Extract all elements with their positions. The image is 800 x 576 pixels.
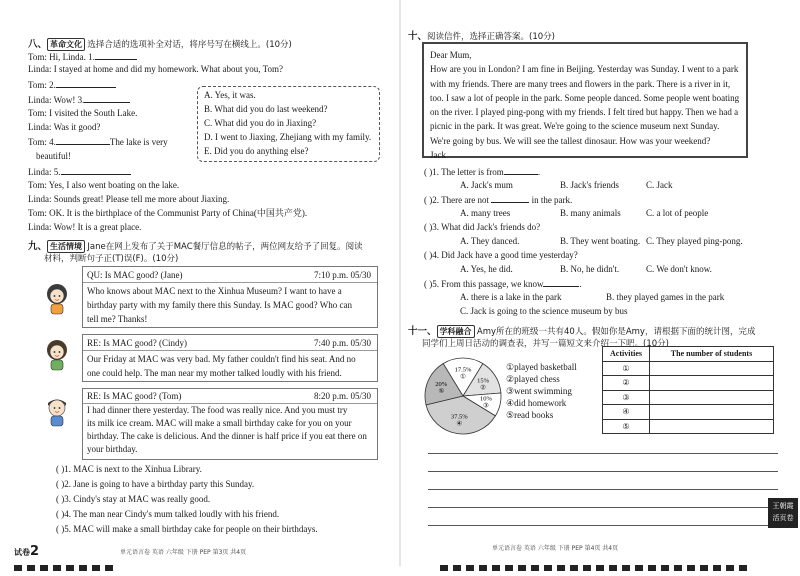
writing-line[interactable]	[428, 525, 778, 526]
table-row	[603, 419, 774, 434]
mc-option: B. They went boating.	[560, 236, 641, 246]
dialogue-line: Tom: Yes, I also went boating on the lake.	[28, 180, 180, 190]
table-row	[603, 390, 774, 405]
dialogue-line: Linda: I stayed at home and did my homework. What about you, Tom?	[28, 64, 283, 74]
pie-value-label: 20%	[435, 380, 448, 388]
pie-category-label: ④	[456, 419, 463, 428]
post-time: 7:10 p.m. 05/30	[313, 270, 371, 280]
post-time: 8:20 p.m. 05/30	[313, 391, 371, 401]
mc-option: C. Jack is going to the science museum by bus	[460, 306, 628, 316]
mc-option: A. They danced.	[460, 236, 520, 246]
sec8-heading: 八、 革命文化 选择合适的选项补全对话，将序号写在横线上。(10分)	[28, 40, 292, 50]
ruler-marks	[440, 558, 752, 566]
post-title: RE: Is MAC good? (Cindy)	[87, 338, 187, 348]
option-d: D. I went to Jiaxing, Zhejiang with my family.	[204, 132, 372, 142]
pie-category-label: ⑤	[438, 386, 445, 395]
mc-option: A. Yes, he did.	[460, 264, 513, 274]
dialogue-line: Tom: I visited the South Lake.	[28, 108, 138, 118]
mc-option: A. Jack's mum	[460, 180, 513, 190]
footer-text: 单元语言卷 英语 六年级 下册 PEP 第3页 共4页	[120, 549, 247, 556]
mc-question: ( )1. The letter is from .	[424, 167, 541, 177]
writing-line[interactable]	[428, 471, 778, 472]
mc-question: ( )3. What did Jack's friends do?	[424, 222, 541, 232]
pie-value-label: 15%	[477, 377, 490, 385]
dialogue-line: Linda: Wow! 3.	[28, 94, 130, 106]
table-cell: ④	[603, 405, 650, 420]
dialogue-line: Tom: 2.	[28, 79, 116, 91]
table-header: The number of students	[650, 347, 774, 362]
brand-logo: 王朝霞 活页卷	[768, 498, 798, 528]
dialogue-line: Tom: Hi, Linda. 1.	[28, 51, 137, 63]
mc-option: A. many trees	[460, 208, 511, 218]
tf-item: ( )2. Jane is going to have a birthday party this Sunday.	[56, 479, 255, 489]
mc-option: C. a lot of people	[646, 208, 709, 218]
post-body: its milk ice cream. MAC will make a small birthday cake for you on your	[87, 418, 352, 428]
mc-question: ( )2. There are not in the park.	[424, 195, 573, 205]
mc-option: B. many animals	[560, 208, 621, 218]
pie-category-label: ①	[460, 372, 466, 381]
mc-option: B. they played games in the park	[606, 292, 725, 302]
dialogue-line: Linda: Was it good?	[28, 122, 101, 132]
post-body: I had dinner there yesterday. The food was really nice. And you must try	[87, 405, 348, 415]
sec9-tag: 生活情境	[47, 240, 85, 253]
mc-option: C. We don't know.	[646, 264, 712, 274]
answer-cell[interactable]	[650, 419, 774, 434]
legend-item: ⑤read books	[506, 410, 554, 420]
post-jane	[82, 266, 378, 328]
option-c: C. What did you do in Jiaxing?	[204, 118, 317, 128]
tf-item: ( )3. Cindy's stay at MAC was really good.	[56, 494, 211, 504]
dialogue-line: Linda: Wow! It is a great place.	[28, 222, 142, 232]
options-box	[197, 86, 380, 162]
sec10-heading: 十、阅读信件，选择正确答案。(10分)	[408, 32, 555, 42]
table-cell: ⑤	[603, 419, 650, 434]
girl-avatar-icon	[44, 338, 70, 372]
post-cindy	[82, 334, 378, 382]
table-cell: ①	[603, 361, 650, 376]
legend-item: ③went swimming	[506, 386, 572, 396]
legend-item: ④did homework	[506, 398, 567, 408]
letter-box	[422, 42, 748, 161]
post-body: tell me? Thanks!	[87, 314, 148, 324]
answer-cell[interactable]	[650, 405, 774, 420]
dialogue-line: Tom: OK. It is the birthplace of the Communist Party of China(中国共产党).	[28, 208, 308, 218]
pie-value-label: 37.5%	[450, 413, 468, 421]
post-body: your birthday.	[87, 444, 138, 454]
option-b: B. What did you do last weekend?	[204, 104, 328, 114]
post-body: birthday. The cake is delicious. And the dinner is half price if you eat there on	[87, 431, 367, 441]
post-title: QU: Is MAC good? (Jane)	[87, 270, 183, 280]
writing-line[interactable]	[428, 453, 778, 454]
pie-category-label: ②	[480, 383, 487, 392]
page-badge: 试卷2	[14, 544, 40, 559]
post-tom	[82, 388, 378, 460]
answer-cell[interactable]	[650, 390, 774, 405]
post-body: Our Friday at MAC was very bad. My father couldn't find his seat. And no	[87, 354, 356, 364]
footer-text: 单元语言卷 英语 六年级 下册 PEP 第4页 共4页	[492, 545, 619, 552]
dialogue-line: Tom: 4. The lake is very	[28, 137, 168, 147]
writing-line[interactable]	[428, 507, 778, 508]
tf-item: ( )5. MAC will make a small birthday cake for people on their birthdays.	[56, 524, 318, 534]
post-title: RE: Is MAC good? (Tom)	[87, 391, 182, 401]
mc-question: ( )5. From this passage, we know .	[424, 279, 582, 289]
girl-avatar-icon	[44, 282, 70, 316]
post-body: birthday party with my family there this Sunday. Is MAC good? Who can	[87, 300, 352, 310]
mc-option: B. No, he didn't.	[560, 264, 620, 274]
mc-question: ( )4. Did Jack have a good time yesterday?	[424, 250, 578, 260]
mc-option: C. They played ping-pong.	[646, 236, 743, 246]
pie-category-label: ③	[482, 401, 489, 410]
boy-avatar-icon	[44, 394, 70, 428]
option-a: A. Yes, it was.	[204, 90, 256, 100]
table-cell: ③	[603, 390, 650, 405]
mc-option: C. Jack	[646, 180, 673, 190]
option-e: E. Did you do anything else?	[204, 146, 309, 156]
table-header: Activities	[603, 347, 650, 362]
dialogue-line: beautiful!	[36, 151, 71, 161]
legend-item: ②played chess	[506, 374, 560, 384]
writing-line[interactable]	[428, 489, 778, 490]
sec8-tag: 革命文化	[47, 38, 85, 51]
pie-value-label: 10%	[479, 395, 492, 403]
tf-item: ( )4. The man near Cindy's mum talked loudly with his friend.	[56, 509, 280, 519]
table-row	[603, 361, 774, 376]
sec11-tag: 学科融合	[437, 325, 475, 338]
pie-chart	[422, 355, 504, 437]
table-row	[603, 405, 774, 420]
letter-text: Dear Mum, How are you in London? I am fine in Beijing. Yesterday was Sunday. I went to a park with my friends. There are many trees and flowers in the park. There is a river in it, too. I saw a lot of people in the park. Some people danced. Some people went boating on the river. I played ping-pong with my friends. I felt tired but happy. Then we had a picnic in the park. It was great. We're going to the science museum next Sunday. We're going by bus. We will see the tallest dinosaur. How was your weekend? Jack	[430, 50, 740, 161]
mc-option: B. Jack's friends	[560, 180, 619, 190]
sec11-heading: 十一、 学科融合 Amy所在的班级一共有40人。假如你是Amy，请根据下面的统计图，完成	[408, 327, 756, 337]
right-page	[400, 0, 800, 566]
post-body: one could help. The man near my mother talked loudly with his friend.	[87, 368, 342, 378]
answer-cell[interactable]	[650, 376, 774, 391]
survey-table	[602, 346, 774, 434]
table-cell: ②	[603, 376, 650, 391]
ruler-marks	[14, 558, 118, 566]
answer-cell[interactable]	[650, 361, 774, 376]
sec11-instr: 同学们上周日活动的调查表，并写一篇短文来介绍一下吧。(10分)	[422, 339, 669, 349]
table-row	[603, 376, 774, 391]
dialogue-line: Linda: Sounds great! Please tell me more about Jiaxing.	[28, 194, 230, 204]
mc-option: A. there is a lake in the park	[460, 292, 562, 302]
left-page	[0, 0, 400, 566]
legend-item: ①played basketball	[506, 362, 577, 372]
pie-value-label: 17.5%	[454, 366, 472, 374]
dialogue-line: Linda: 5.	[28, 166, 131, 178]
tf-item: ( )1. MAC is next to the Xinhua Library.	[56, 464, 202, 474]
post-body: Who knows about MAC next to the Xinhua Museum? I want to have a	[87, 286, 342, 296]
post-time: 7:40 p.m. 05/30	[313, 338, 371, 348]
sec9-instr: 材料，判断句子正(T)误(F)。(10分)	[44, 254, 179, 264]
sec9-heading: 九、 生活情境 Jane在网上发布了关于MAC餐厅信息的帖子，两位网友给予了回复。阅读	[28, 242, 363, 252]
table-header-row	[603, 347, 774, 362]
